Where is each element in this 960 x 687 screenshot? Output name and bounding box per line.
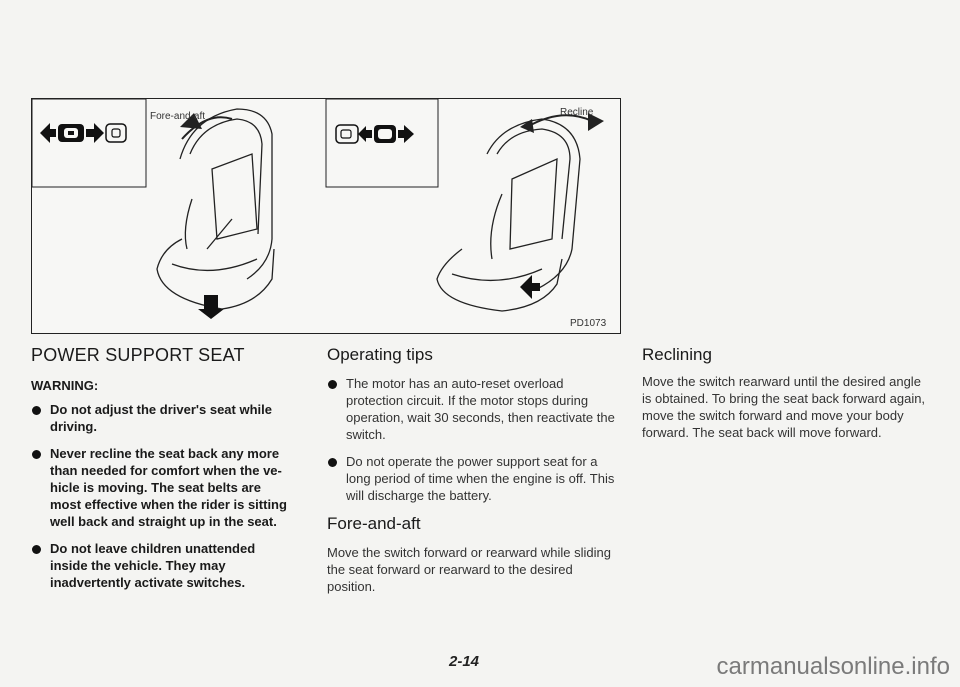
seat-right-icon	[437, 119, 580, 311]
seat-left-icon	[157, 109, 274, 309]
operating-tips-section	[327, 345, 617, 595]
reclining-section	[642, 345, 932, 441]
list-item: Never recline the seat back any more than needed for comfort when the ve- hicle is moving. The seat belts are most effective when the rider is sitting well back and straight up in the seat.	[31, 445, 293, 530]
fore-aft-title: Fore-and-aft	[327, 514, 421, 533]
seat-illustration	[31, 98, 621, 334]
list-item: The motor has an auto-reset overload protection circuit. If the motor stops during operation, wait 30 seconds, then reactivate the switch.	[327, 375, 617, 443]
seat-drawing	[32, 99, 622, 335]
fore-aft-text: Move the switch forward or rearward while sliding the seat forward or rearward to the desired position.	[327, 545, 611, 594]
warning-list	[31, 401, 293, 591]
warning-title: WARNING:	[31, 378, 99, 393]
list-item: Do not adjust the driver's seat while driving.	[31, 401, 293, 435]
right-arrow-icon	[520, 275, 540, 299]
recline-label: Recline	[560, 107, 594, 118]
bullet-icon	[32, 406, 41, 415]
reclining-title: Reclining	[642, 345, 712, 364]
fore-aft-label: Fore-and-aft	[150, 111, 206, 122]
bullet-icon	[328, 458, 337, 467]
bullet-icon	[32, 545, 41, 554]
operating-tips-title: Operating tips	[327, 345, 433, 364]
reclining-text: Move the switch rearward until the desired angle is obtained. To bring the seat back forward again, move the switch forward and move your body forward. The seat back will move forward.	[642, 374, 926, 440]
fore-aft-switch-icon	[40, 123, 126, 143]
tips-list	[327, 375, 617, 504]
recline-switch-icon	[336, 125, 414, 143]
section-title: POWER SUPPORT SEAT	[31, 345, 245, 365]
list-item: Do not leave children unattended inside the vehicle. They may inadvertently activate switches.	[31, 540, 293, 591]
page-number: 2-14	[449, 653, 480, 670]
left-arrow-icon	[198, 295, 224, 319]
power-support-seat-section	[31, 345, 293, 601]
list-item: Do not operate the power support seat for a long period of time when the engine is off. This will discharge the battery.	[327, 453, 617, 504]
bullet-icon	[328, 380, 337, 389]
watermark: carmanualsonline.info	[716, 653, 950, 680]
bullet-icon	[32, 450, 41, 459]
figure-code: PD1073	[570, 318, 607, 329]
